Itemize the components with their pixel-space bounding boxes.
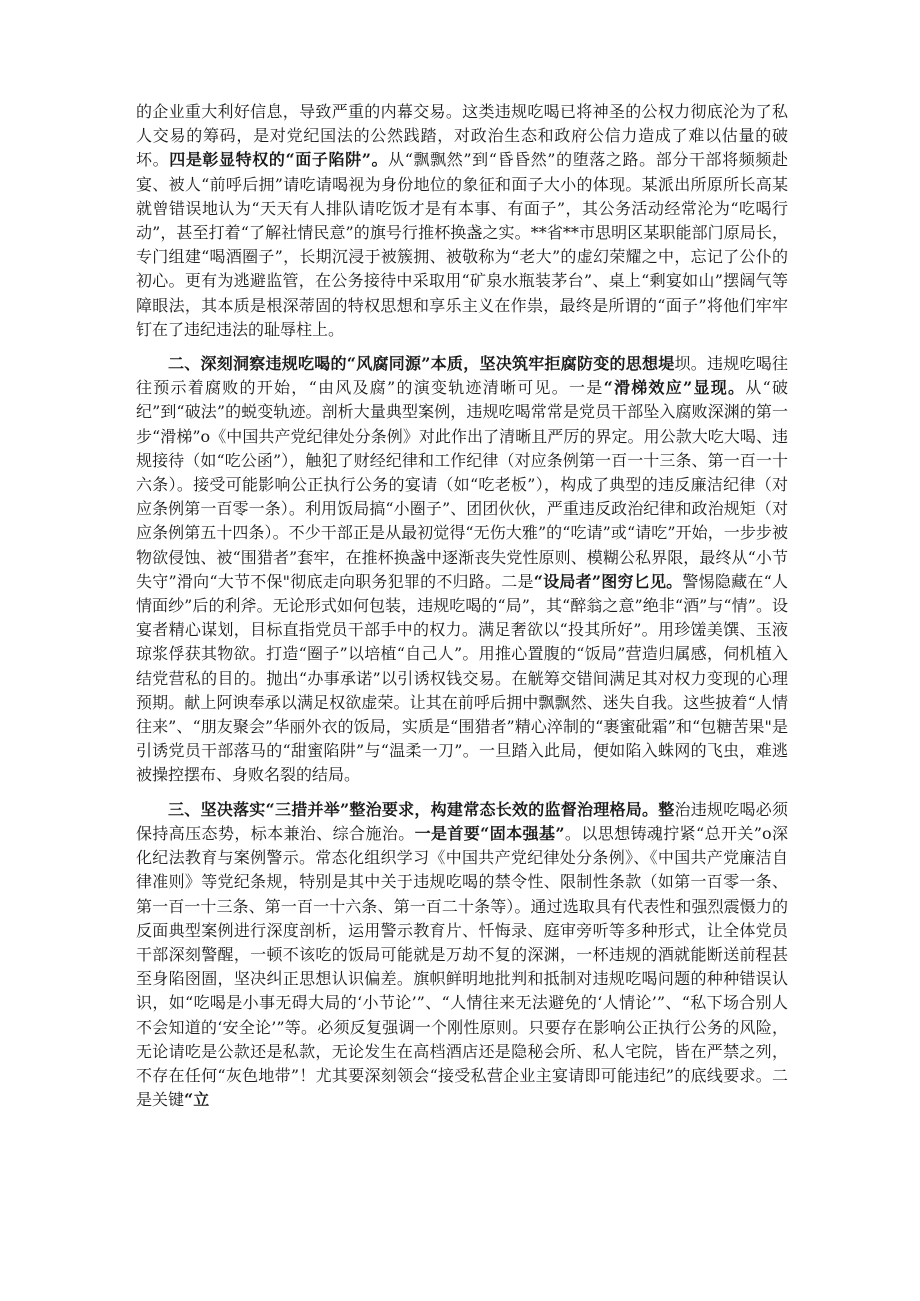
paragraph-3-run-2: 治违规吃喝必须保持高压态势，标本兼治、综合施治。 <box>136 799 788 843</box>
paragraph-2-run-2: 坝。违规吃喝往往预示着腐败的开始，“由风及腐”的演变轨迹清晰可见。一是 <box>136 354 788 398</box>
paragraph-1-run-1: 的企业重大利好信息，导致严重的内幕交易。这类违规吃喝已将神圣的公权力彻底沦为了私人交易的筹码，是对党纪国法的公然践踏，对政治生态和政府公信力造成了难以估量的破坏。 <box>136 102 788 170</box>
paragraph-2-subheading-1: “滑梯效应”显现。 <box>603 378 746 398</box>
paragraph-1-run-3: 从“飘飘然”到“昏昏然”的堕落之路。部分干部将频频赴宴、被人“前呼后拥”请吃请喝视为身份地位的象征和面子大小的体现。某派出所原所长高某就曾错误地认为“天天有人排队请吃饭才是有本事、有面子”，其公务活动经常沦为“吃喝行动”，甚至打着“了解社情民意”的旗号行推杯换盏之实。**省**市思明区某职能部门原局长，专门组建“喝酒圈子”，长期沉浸于被簇拥、被敬称为“老大”的虚幻荣耀之中，忘记了公仆的初心。更有为逃避监管，在公务接待中采取用“矿泉水瓶装茅台”、桌上“剩宴如山”摆阔气等障眼法，其本质是根深蒂固的特权思想和享乐主义在作祟，最终是所谓的“面子”将他们牢牢钉在了违纪违法的耻辱柱上。 <box>136 150 788 339</box>
paragraph-3 <box>136 798 788 1113</box>
paragraph-2-subheading-2: “设局者”图穷匕见。 <box>533 571 683 591</box>
paragraph-3-subheading-2: “立 <box>184 1090 210 1110</box>
paragraph-2-run-6: 警惕隐藏在“人情面纱”后的利斧。无论形式如何包装，违规吃喝的“局”，其“醉翁之意”绝非“酒”与“情”。设宴者精心谋划，目标直指党员干部手中的权力。满足奢欲以“投其所好”。用珍馐美馔、玉液琼浆俘获其物欲。打造“圈子”以培植“自己人”。用推心置腹的“饭局”营造归属感，伺机植入结党营私的目的。抛出“办事承诺”以引诱权钱交易。在觥筹交错间满足其对权力变现的心理预期。献上阿谀奉承以满足权欲虚荣。让其在前呼后拥中飘飘然、迷失自我。这些披着“人情往来”、“朋友聚会”华丽外衣的饭局，实质是“围猎者”精心淬制的“裹蜜砒霜”和“包糖苦果"是引诱党员干部落马的“甜蜜陷阱”与“温柔一刀”。一旦踏入此局，便如陷入蛛网的飞虫，难逃被操控摆布、身败名裂的结局。 <box>136 571 788 785</box>
paragraph-3-run-4: 。以思想铸魂拧紧“总开关”o深化纪法教育与案例警示。常态化组织学习《中国共产党纪律处分条例》、《中国共产党廉洁自律准则》等党纪条规，特别是其中关于违规吃喝的禁令性、限制性条款（如第一百零一条、第一百一十三条、第一百一十六条、第一百二十条等）。通过选取具有代表性和强烈震慑力的反面典型案例进行深度剖析，运用警示教育片、忏悔录、庭审旁听等多种形式，让全体党员干部深刻警醒，一顿不该吃的饭局可能就是万劫不复的深渊，一杯违规的酒就能断送前程甚至身陷囹圄，坚决纠正思想认识偏差。旗帜鲜明地批判和抵制对违规吃喝问题的种种错误认识，如“吃喝是小事无碍大局的‘小节论’”、“人情往来无法避免的‘人情论’”、“私下场合别人不会知道的‘安全论’”等。必须反复强调一个刚性原则。只要存在影响公正执行公务的风险，无论请吃是公款还是私款，无论发生在高档酒店还是隐秘会所、私人宅院，皆在严禁之列，不存在任何“灰色地带”！尤其要深刻领会“接受私营企业主宴请即可能违纪”的底线要求。二是关键 <box>136 823 788 1110</box>
section-2-heading: 二、深刻洞察违规吃喝的“风腐同源”本质，坚决筑牢拒腐防变的思想堤 <box>168 354 675 374</box>
paragraph-1-heading-4: 四是彰显特权的“面子陷阱”。 <box>169 150 389 170</box>
paragraph-2-run-4: 从“破纪”到“破法”的蜕变轨迹。剖析大量典型案例，违规吃喝常常是党员干部坠入腐败深渊的第一步“滑梯”o《中国共产党纪律处分条例》对此作出了清晰且严厉的界定。用公款大吃大喝、违规接待（如“吃公函”），触犯了财经纪律和工作纪律（对应条例第一百一十三条、第一百一十六条）。接受可能影响公正执行公务的宴请（如“吃老板”），构成了典型的违反廉洁纪律（对应条例第一百零一条）。利用饭局搞“小圈子”、团团伙伙，严重违反政治纪律和政治规矩（对应条例第五十四条）。不少干部正是从最初觉得“无伤大雅”的“吃请”或“请吃”开始，一步步被物欲侵蚀、被“围猎者”套牢，在推杯换盏中逐渐丧失党性原则、模糊公私界限，最终从“小节失守”滑向“大节不保"彻底走向职务犯罪的不归路。二是 <box>136 378 788 591</box>
section-3-heading: 三、坚决落实“三措并举”整治要求，构建常态长效的监督治理格局。整 <box>168 799 675 819</box>
paragraph-3-subheading-1: 一是首要“固本强基” <box>414 823 565 843</box>
paragraph-2 <box>136 352 788 788</box>
paragraph-1 <box>136 100 788 342</box>
document-page <box>136 100 788 1112</box>
